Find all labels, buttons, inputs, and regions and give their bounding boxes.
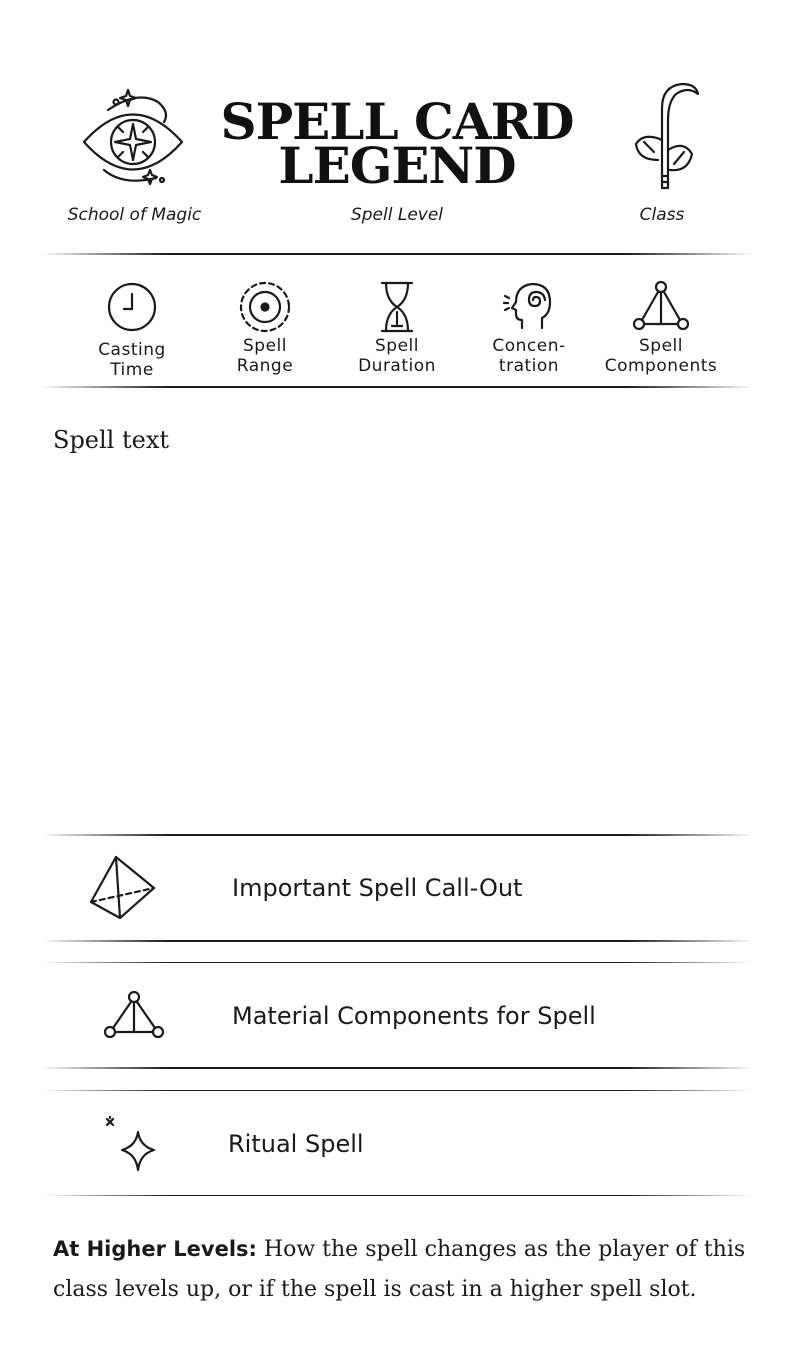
triangle-nodes-icon	[631, 280, 691, 334]
stat-label-line1: Casting	[98, 340, 166, 360]
stats-divider	[40, 386, 754, 388]
callout-divider-bottom	[40, 1195, 754, 1196]
stat-label-line1: Spell	[639, 336, 683, 356]
target-icon	[238, 280, 292, 334]
callout-important	[40, 836, 754, 940]
spiral-head-icon	[502, 280, 556, 334]
callout-divider-bottom	[40, 1067, 754, 1069]
school-of-magic-label: School of Magic	[67, 205, 202, 225]
eye-icon	[78, 82, 188, 196]
stat-spell-components	[596, 280, 726, 376]
callout-label: Ritual Spell	[228, 1130, 364, 1158]
stat-label-line2: Duration	[358, 356, 436, 376]
clock-icon	[105, 280, 159, 334]
spell-level-label: Spell Level	[350, 205, 444, 225]
header-divider	[40, 253, 754, 255]
title-line-2: LEGEND	[278, 136, 516, 195]
stat-spell-duration	[332, 280, 462, 376]
callout-material-components	[40, 964, 754, 1068]
scythe-icon	[622, 80, 702, 196]
higher-levels-heading: At Higher Levels:	[53, 1237, 257, 1261]
higher-levels-text	[53, 1229, 753, 1310]
stat-label-line2: Time	[110, 360, 154, 380]
hourglass-icon	[370, 280, 424, 334]
stat-label-line2: Range	[236, 356, 294, 376]
stat-casting-time	[67, 280, 197, 380]
title-line-1: SPELL CARD	[220, 92, 574, 151]
spell-text: Spell text	[53, 426, 170, 454]
higher-levels-body: How the spell changes as the player of this class levels up, or if the spell is cast in a higher spell slot.	[53, 1237, 746, 1302]
tetrahedron-icon	[88, 854, 158, 922]
page-title	[200, 92, 594, 195]
stat-label-line1: Concen-	[492, 336, 566, 356]
stat-label-line2: tration	[498, 356, 560, 376]
stat-spell-range	[200, 280, 330, 376]
stat-label-line1: Spell	[243, 336, 287, 356]
callout-divider-top	[40, 962, 754, 963]
callout-divider-top	[40, 1090, 754, 1091]
stat-label-line1: Spell	[375, 336, 419, 356]
triangle-nodes-icon	[102, 990, 166, 1042]
class-label: Class	[639, 205, 685, 225]
sparkle-icon	[104, 1116, 160, 1176]
callout-label: Material Components for Spell	[232, 1002, 596, 1030]
callout-ritual	[40, 1092, 754, 1194]
callout-divider-bottom	[40, 940, 754, 942]
stat-label-line2: Components	[604, 356, 718, 376]
stat-concentration	[464, 280, 594, 376]
callout-label: Important Spell Call-Out	[232, 874, 523, 902]
